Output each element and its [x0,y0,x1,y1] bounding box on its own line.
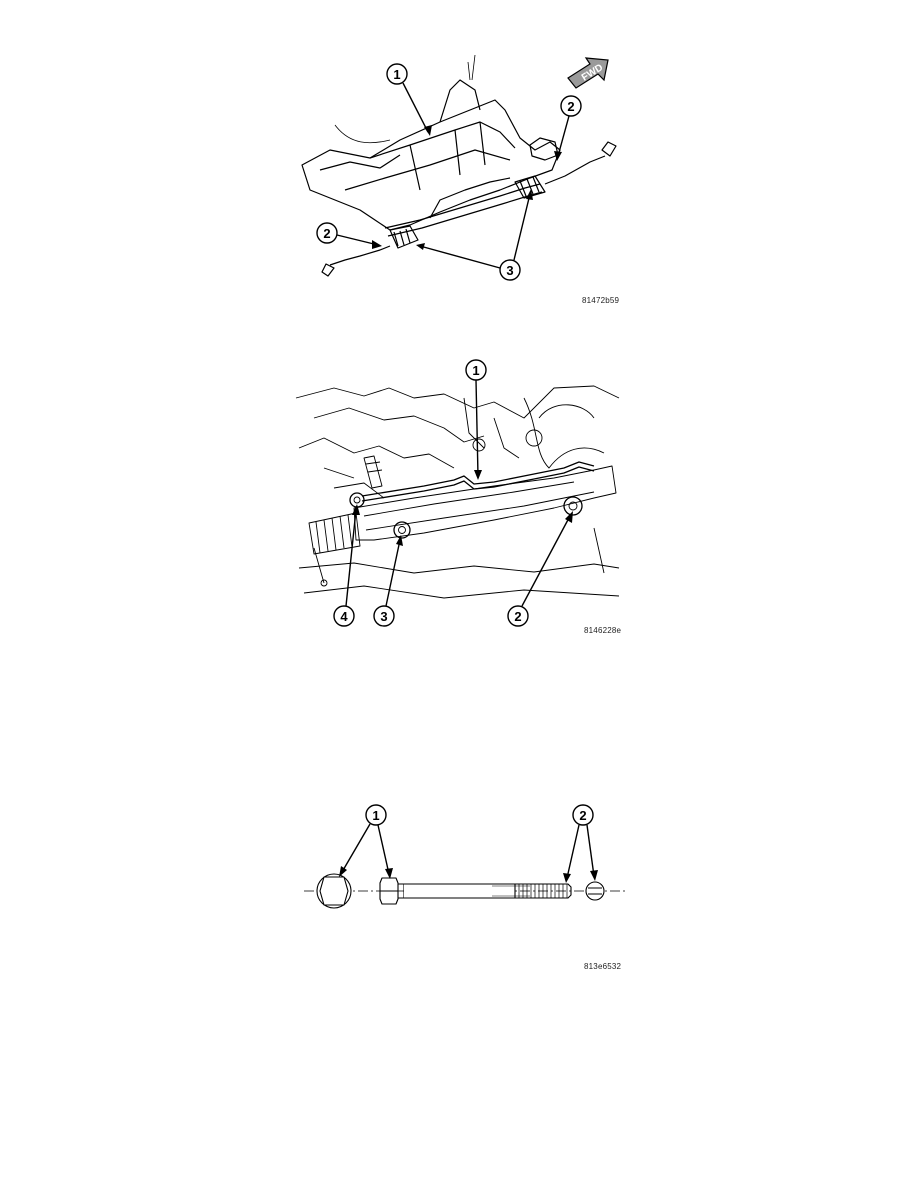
callout-2 [563,805,598,883]
right-tie-rod [545,156,605,184]
callout-3 [416,189,533,280]
svg-text:1: 1 [372,808,380,823]
figure-code: 8146228e [584,626,622,635]
svg-text:2: 2 [514,609,522,624]
figure-code: 81472b59 [582,296,620,305]
svg-text:1: 1 [393,67,401,82]
figure-3-drawing [300,800,630,940]
svg-text:2: 2 [567,99,575,114]
svg-text:4: 4 [340,609,348,624]
figure-2-drawing [294,358,624,628]
bolt-tip-end-view [586,882,604,900]
left-boot [390,226,418,248]
callout-1 [339,805,393,879]
callout-1 [387,64,432,136]
figure-code: 813e6532 [584,962,622,971]
svg-text:3: 3 [506,263,514,278]
svg-text:2: 2 [579,808,587,823]
svg-text:1: 1 [472,363,480,378]
figure-2 [294,358,624,640]
left-tie-rod [330,246,390,265]
callout-2-left [317,223,382,249]
callout-2-right [554,96,581,161]
svg-text:3: 3 [380,609,388,624]
fwd-arrow-icon [568,58,608,88]
figure-1 [290,50,630,305]
svg-text:2: 2 [323,226,331,241]
figure-1-drawing [290,50,630,300]
fwd-label: FWD [579,62,606,84]
figure-3 [300,800,630,975]
